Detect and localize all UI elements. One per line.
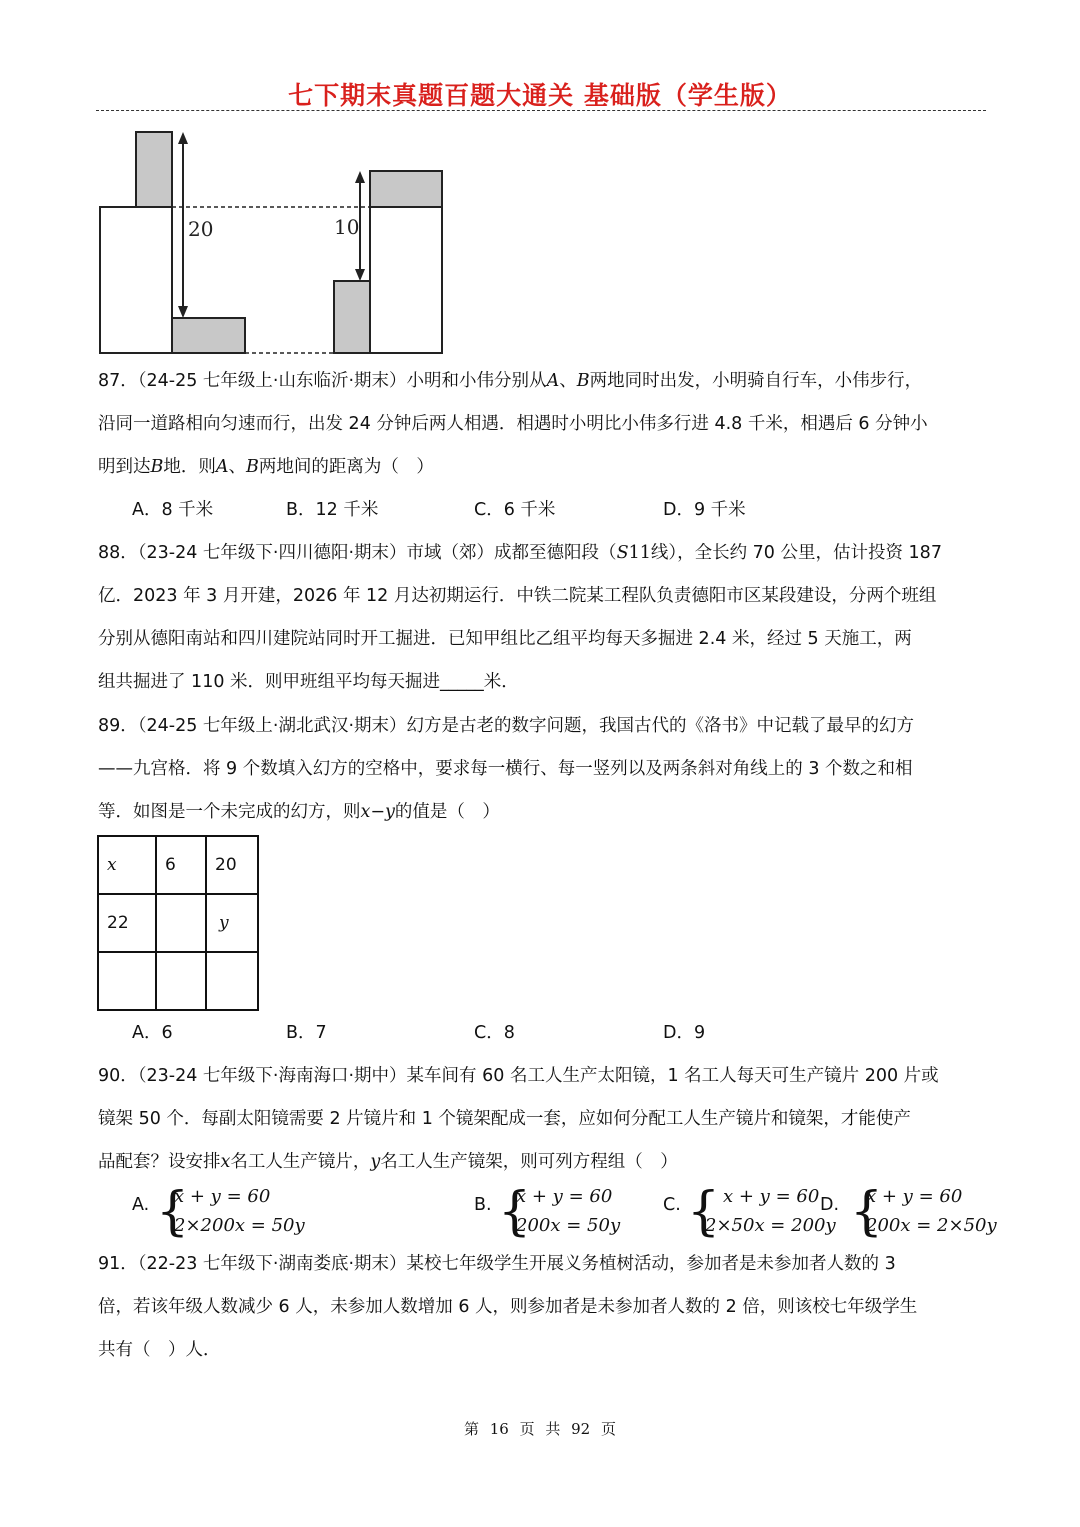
question-88-line-2: 亿．2023 年 3 月开建，2026 年 12 月达初期运行．中铁二院某工程队负责德阳市区某段建设，分两个班组: [98, 586, 937, 606]
magic-square-cell: [206, 952, 258, 1010]
question-89-line-3: 等．如图是一个未完成的幻方，则x−y的值是（ ）: [98, 802, 500, 822]
magic-square-cell: 20: [206, 836, 258, 894]
question-87-line-2: 沿同一道路相向匀速而行，出发 24 分钟后两人相遇．相遇时小明比小伟多行进 4.8 千米，相遇后 6 分钟小: [98, 414, 928, 434]
question-88-line-3: 分别从德阳南站和四川建院站同时开工掘进．已知甲组比乙组平均每天多掘进 2.4 米，经过 5 天施工，两: [98, 629, 912, 649]
question-89-option-c[interactable]: C．8: [474, 1023, 515, 1043]
question-91-line-2: 倍，若该年级人数减少 6 人，未参加人数增加 6 人，则参加者是未参加者人数的 2 倍，则该校七年级学生: [98, 1297, 918, 1317]
question-88-line-1: 88．（23-24 七年级下·四川德阳·期末）市域（郊）成都至德阳段（S11线），全长约 70 公里，估计投资 187: [98, 543, 942, 563]
header-divider: [96, 110, 986, 111]
question-87-line-3: 明到达B地．则A、B两地间的距离为（ ）: [98, 457, 434, 477]
magic-square-cell: 6: [156, 836, 206, 894]
question-89-options: [98, 1012, 998, 1055]
question-90-options: A. { x + y = 60 2×200x = 50y B. { x + y = 60 200x = 50y C. { x + y = 60 2×50x = 200y D. { x + y = 60 200x = 2×50y: [132, 1182, 997, 1242]
question-90-line-1: 90．（23-24 七年级下·海南海口·期中）某车间有 60 名工人生产太阳镜，1 名工人每天可生产镜片 200 片或: [98, 1066, 939, 1086]
question-87-option-b[interactable]: B．12 千米: [286, 500, 379, 520]
question-91: [98, 1243, 986, 1372]
figure-label-10: 10: [334, 215, 360, 239]
question-89-line-2: ——九宫格．将 9 个数填入幻方的空格中，要求每一横行、每一竖列以及两条斜对角线上的 3 个数之和相: [98, 759, 913, 779]
arrow-10-head-up: [355, 171, 365, 183]
left-container: [100, 207, 172, 353]
question-89-line-1: 89．（24-25 七年级上·湖北武汉·期末）幻方是古老的数字问题，我国古代的《洛书》中记载了最早的幻方: [98, 716, 915, 736]
page-header-title: 七下期末真题百题大通关 基础版（学生版）: [288, 81, 792, 110]
right-bottom-block: [334, 281, 370, 353]
left-top-block: [136, 132, 172, 207]
question-87-option-a[interactable]: A．8 千米: [132, 500, 214, 520]
magic-square-cell: x: [98, 836, 156, 894]
arrow-20-head-down: [178, 306, 188, 318]
arrow-10-head-down: [355, 269, 365, 281]
question-91-line-3: 共有（ ）人．: [98, 1340, 221, 1360]
question-87-option-c[interactable]: C．6 千米: [474, 500, 556, 520]
container-figure: [96, 128, 456, 360]
question-88-line-4: 组共掘进了 110 米．则甲班组平均每天掘进_____米．: [98, 672, 519, 692]
question-87: [98, 360, 986, 520]
question-87-options: [98, 489, 998, 532]
magic-square-cell: [156, 894, 206, 952]
magic-square-cell: 22: [98, 894, 156, 952]
arrow-20-head-up: [178, 132, 188, 144]
magic-square-grid: [97, 835, 259, 1011]
question-89: [98, 705, 986, 834]
page-footer: 第 16 页 共 92 页: [463, 1420, 616, 1438]
magic-square-cell: [98, 952, 156, 1010]
question-89-option-b[interactable]: B．7: [286, 1023, 327, 1043]
right-container: [370, 207, 442, 353]
right-top-block: [370, 171, 442, 207]
magic-square-cell: [156, 952, 206, 1010]
question-89-option-a[interactable]: A．6: [132, 1023, 173, 1043]
figure-label-20: 20: [188, 217, 214, 241]
left-bottom-block: [172, 318, 245, 353]
magic-square-cell: y: [206, 894, 258, 952]
question-87-line-1: 87．（24-25 七年级上·山东临沂·期末）小明和小伟分别从A、B两地同时出发，小明骑自行车，小伟步行，: [98, 371, 923, 391]
question-90-line-2: 镜架 50 个．每副太阳镜需要 2 片镜片和 1 个镜架配成一套，应如何分配工人生产镜片和镜架，才能使产: [98, 1109, 911, 1129]
question-88: [98, 532, 986, 704]
question-90-line-3: 品配套？设安排x名工人生产镜片，y名工人生产镜架，则可列方程组（ ）: [98, 1152, 678, 1172]
question-91-line-1: 91．（22-23 七年级下·湖南娄底·期末）某校七年级学生开展义务植树活动，参加者是未参加者人数的 3: [98, 1254, 896, 1274]
question-87-option-d[interactable]: D．9 千米: [663, 500, 746, 520]
question-89-option-d[interactable]: D．9: [663, 1023, 706, 1043]
question-90: [98, 1055, 986, 1184]
